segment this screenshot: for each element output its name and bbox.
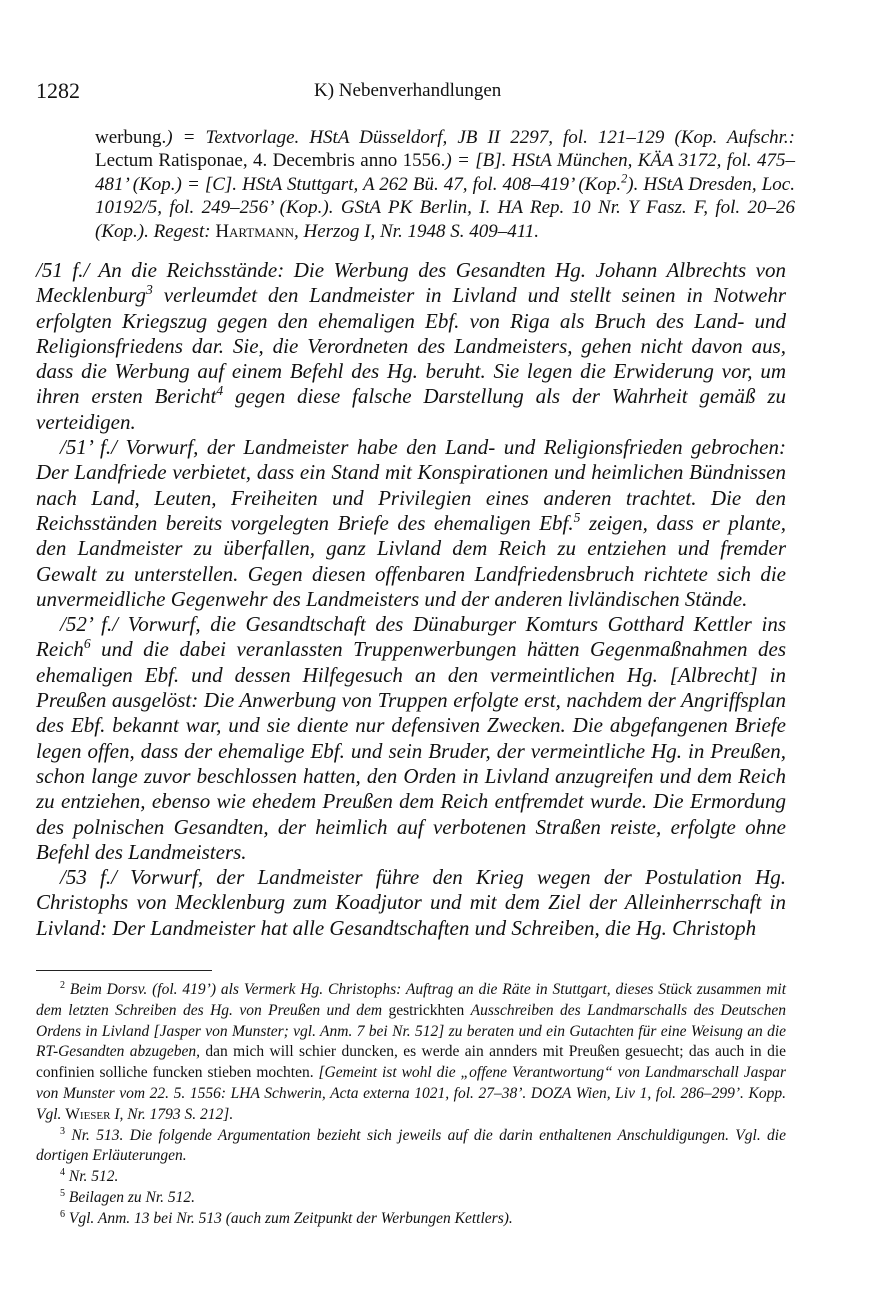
source-citation: werbung.) = Textvorlage. HStA Düsseldorf, JB II 2297, fol. 121–129 (Kop. Aufschr.: Lectum Ratisponae, 4. Decembris anno 1556.) = [B]. HStA München, KÄA 3172, fol. 475–481’ (Kop.) = [C]. HStA Stuttgart, A 262 Bü. 47, fol. 408–419’ (Kop.$^2$). HStA Dresden, Loc. 10192/5, fol. 249–256’ (Kop.). GStA PK Berlin, I. HA Rep. 10 Nr. Y Fasz. F, fol. 20–26 (Kop.). Regest: Hartmann, Herzog I, Nr. 1948 S. 409–411. [95,127,795,242]
footnote-ref-3: 3 [146,282,153,298]
footnote-divider [36,970,212,971]
page-number: 1282 [36,78,80,103]
paragraph-3: /52’ f./ Vorwurf, die Gesandtschaft des Dünaburger Komturs Gotthard Kettler ins Reich$^6$ und die dabei veranlassten Truppenwerbungen hätten Gegenmaßnahmen des ehemaligen Ebf. und dessen Hilfegesuch an den vermeintlichen Hg. [Albrecht] in Preußen ausgelöst: Die Anwerbung von Truppen erfolgte erst, nachdem der Angriffsplan des Ebf. bekannt war, und sie diente nur defensiven Zwecken. Die abgefangenen Briefe legen offen, dass der ehemalige Ebf. und sein Bruder, der vermeintliche Hg. in Preußen, schon lange zuvor beschlossen hatten, den Orden in Livland anzugreifen und dem Reich zu entziehen, ebenso wie ehedem Preußen dem Reich entfremdet wurde. Die Ermordung des polnischen Gesandten, der heimlich auf verbotenen Straßen reiste, erfolgte ohne Befehl des Landmeisters. [36,612,786,864]
running-title: K) Nebenverhandlungen [314,80,502,101]
footnote-ref-5: 5 [573,509,581,525]
paragraph-2: /51’ f./ Vorwurf, der Landmeister habe den Land- und Religionsfrieden gebrochen: Der Landfriede verbietet, dass ein Stand mit Konspirationen und heimlichen Bündnissen nach Land, Leuten, Freiheiten und Privilegien eines anderen trachtet. Die den Reichsständen bereits vorgelegten Briefe des ehemaligen Ebf.$^5$ zeigen, dass er plante, den Landmeister zu überfallen, ganz Livland dem Reich zu entziehen und fremder Gewalt zu unterstellen. Gegen diesen offenbaren Landfriedensbruch richtete sich die unvermeidliche Gegenwehr des Landmeisters und der anderen livländischen Stände. [36,435,786,611]
footnote-6: $^6$ Vgl. Anm. 13 bei Nr. 513 (auch zum Zeitpunkt der Werbungen Kettlers). [60,1208,513,1227]
footnote-5: $^5$ Beilagen zu Nr. 512. [60,1187,196,1206]
paragraph-1: /51 f./ An die Reichsstände: Die Werbung des Gesandten Hg. Johann Albrechts von Mecklenburg$^3$ verleumdet den Landmeister in Livland und stellt seinen in Notwehr erfolgten Kriegszug gegen den ehemaligen Ebf. von Riga als Bruch des Land- und Religionsfriedens dar. Sie, die Verordneten des Landmeisters, gehen nicht davon aus, dass die Werbung auf einem Befehl des Hg. beruht. Sie legen die Erwiderung vor, um ihren ersten Bericht$^4$ gegen diese falsche Darstellung als der Wahrheit gemäß zu verteidigen. [36,258,786,434]
page-header [36,78,841,106]
author-name-small-caps: Hartmann [215,220,294,242]
paragraph-4: /53 f./ Vorwurf, der Landmeister führe den Krieg wegen der Postulation Hg. Christophs von Mecklenburg zum Koadjutor und mit dem Ziel der Alleinherrschaft in Livland: Der Landmeister hat alle Gesandtschaften und Schreiben, die Hg. Christoph [36,865,786,940]
footnote-4: $^4$ Nr. 512. [60,1167,119,1186]
footnote-3: $^3$ Nr. 513. Die folgende Argumentation bezieht sich jeweils auf die darin enthaltenen Anschuldigungen. Vgl. die dortigen Erläuterungen. [36,1125,786,1165]
main-text [36,258,786,941]
footnotes [36,980,786,1230]
footnote-ref-4: 4 [216,383,224,399]
footnote-2: $^2$ Beim Dorsv. (fol. 419’) als Vermerk Hg. Christophs: Auftrag an die Räte in Stuttgart, dieses Stück zusammen mit dem letzten Schreiben des Hg. von Preußen und dem gestrickhten Ausschreiben des Landmarschalls des Deutschen Ordens in Livland [Jasper von Munster; vgl. Anm. 7 bei Nr. 512] zu beraten und ein Gutachten für eine Weisung an die RT-Gesandten abzugeben, dan mich will schier duncken, es werde ain annders mit Preußen gesuecht; das auch in die confinien solliche funcken stieben mochten. [Gemeint ist wohl die „offene Verantwortung“ von Landmarschall Jaspar von Munster vom 22. 5. 1556: LHA Schwerin, Acta externa 1021, fol. 27–38’. DOZA Wien, Liv 1, fol. 286–299’. Kopp. Vgl. Wieser I, Nr. 1793 S. 212]. [36,979,787,1123]
footnote-ref-6: 6 [83,636,91,652]
